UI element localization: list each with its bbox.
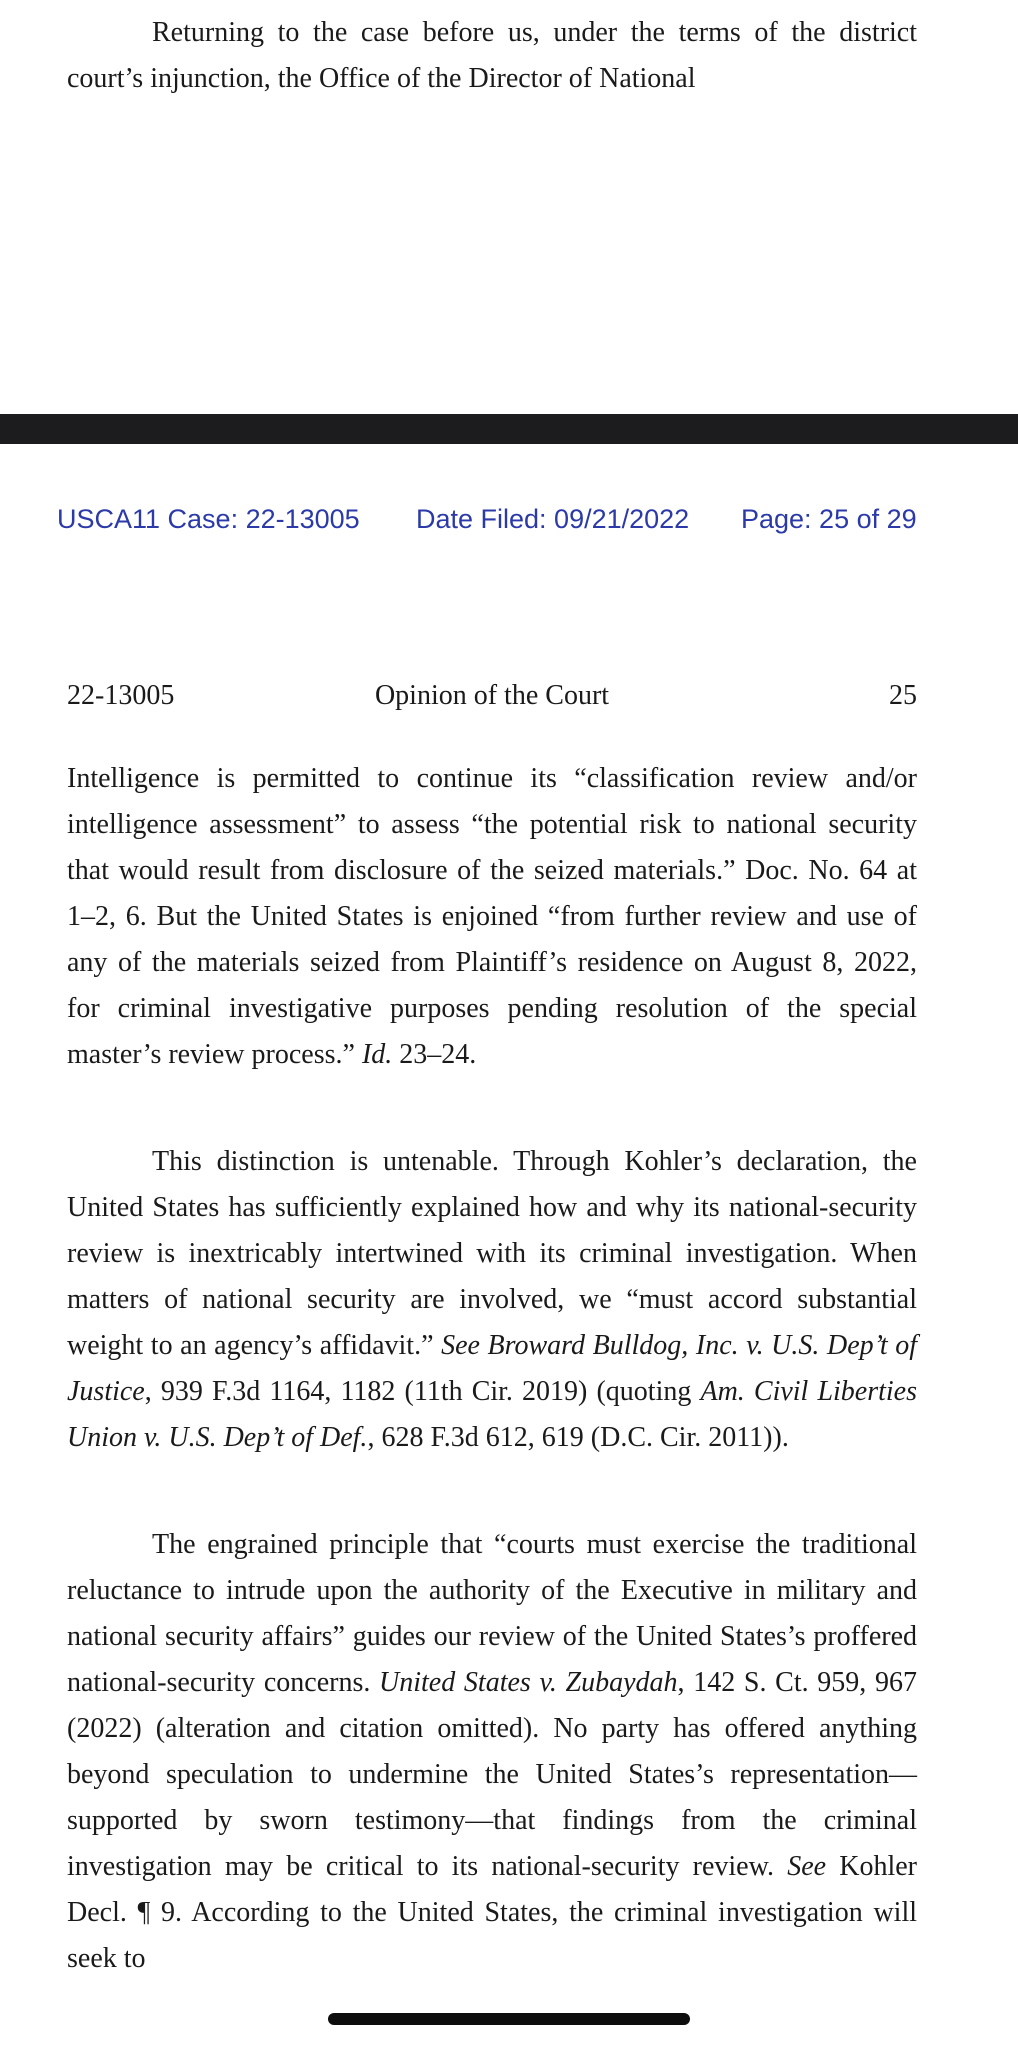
- running-header: [67, 680, 917, 720]
- header-docket-number: 22-13005: [67, 680, 175, 711]
- citation-aclu: Am. Civil Liberties Union v. U.S. Dep’t of Def.: [67, 1376, 918, 1453]
- paragraph-1-end: 23–24.: [392, 1039, 477, 1070]
- header-title: Opinion of the Court: [374, 680, 610, 711]
- previous-page-fragment: [67, 10, 917, 102]
- paragraph-3: [67, 1522, 917, 1982]
- citation-zubaydah: United States v. Zubaydah: [379, 1667, 678, 1698]
- paragraph-3-text: The engrained principle that “courts must exercise the traditional reluctance to intrude upon the authority of the Executive in military and national security affairs” guides our review of the United States’s proffered national-security concerns.: [67, 1529, 917, 1698]
- paragraph-2-end: , 628 F.3d 612, 619 (D.C. Cir. 2011)).: [367, 1422, 789, 1453]
- paragraph-1: [67, 756, 917, 1078]
- paragraph-2-mid: , 939 F.3d 1164, 1182 (11th Cir. 2019) (quoting: [144, 1376, 701, 1407]
- paragraph-2: [67, 1139, 917, 1461]
- citation-id: Id.: [361, 1039, 393, 1070]
- header-page-number: 25: [889, 680, 917, 711]
- paragraph-2-text: This distinction is untenable. Through Kohler’s declaration, the United States has sufficiently explained how and why its national-security review is inextricably intertwined with its criminal investigation. When matters of national security are involved, we “must accord substantial weight to an agency’s affidavit.”: [67, 1146, 917, 1361]
- citation-broward: See Broward Bulldog, Inc. v. U.S. Dep’t of Justice: [67, 1330, 917, 1407]
- page-count-stamp: Page: 25 of 29: [741, 504, 917, 534]
- paragraph-3-end: Kohler Decl. ¶ 9. According to the United States, the criminal investigation will seek to: [67, 1851, 917, 1974]
- home-indicator[interactable]: [328, 2013, 690, 2025]
- signal-see: See: [787, 1851, 827, 1882]
- paragraph-3-mid: , 142 S. Ct. 959, 967 (2022) (alteration and citation omitted). No party has offered anything beyond speculation to undermine the United States’s representation—supported by sworn testimony—that findings from the criminal investigation may be critical to its national-security review.: [67, 1667, 917, 1882]
- date-filed-stamp: Date Filed: 09/21/2022: [416, 504, 690, 534]
- case-number-stamp: USCA11 Case: 22-13005: [57, 504, 360, 534]
- fragment-text: Returning to the case before us, under the terms of the district court’s injunction, the Office of the Director of National: [67, 17, 917, 94]
- paragraph-1-text: Intelligence is permitted to continue its “classification review and/or intelligence assessment” to assess “the potential risk to national security that would result from disclosure of the seized materials.” Doc. No. 64 at 1–2, 6. But the United States is enjoined “from further review and use of any of the materials seized from Plaintiff’s residence on August 8, 2022, for criminal investigative purposes pending resolution of the special master’s review process.”: [67, 763, 917, 1070]
- page-divider: [0, 414, 1018, 444]
